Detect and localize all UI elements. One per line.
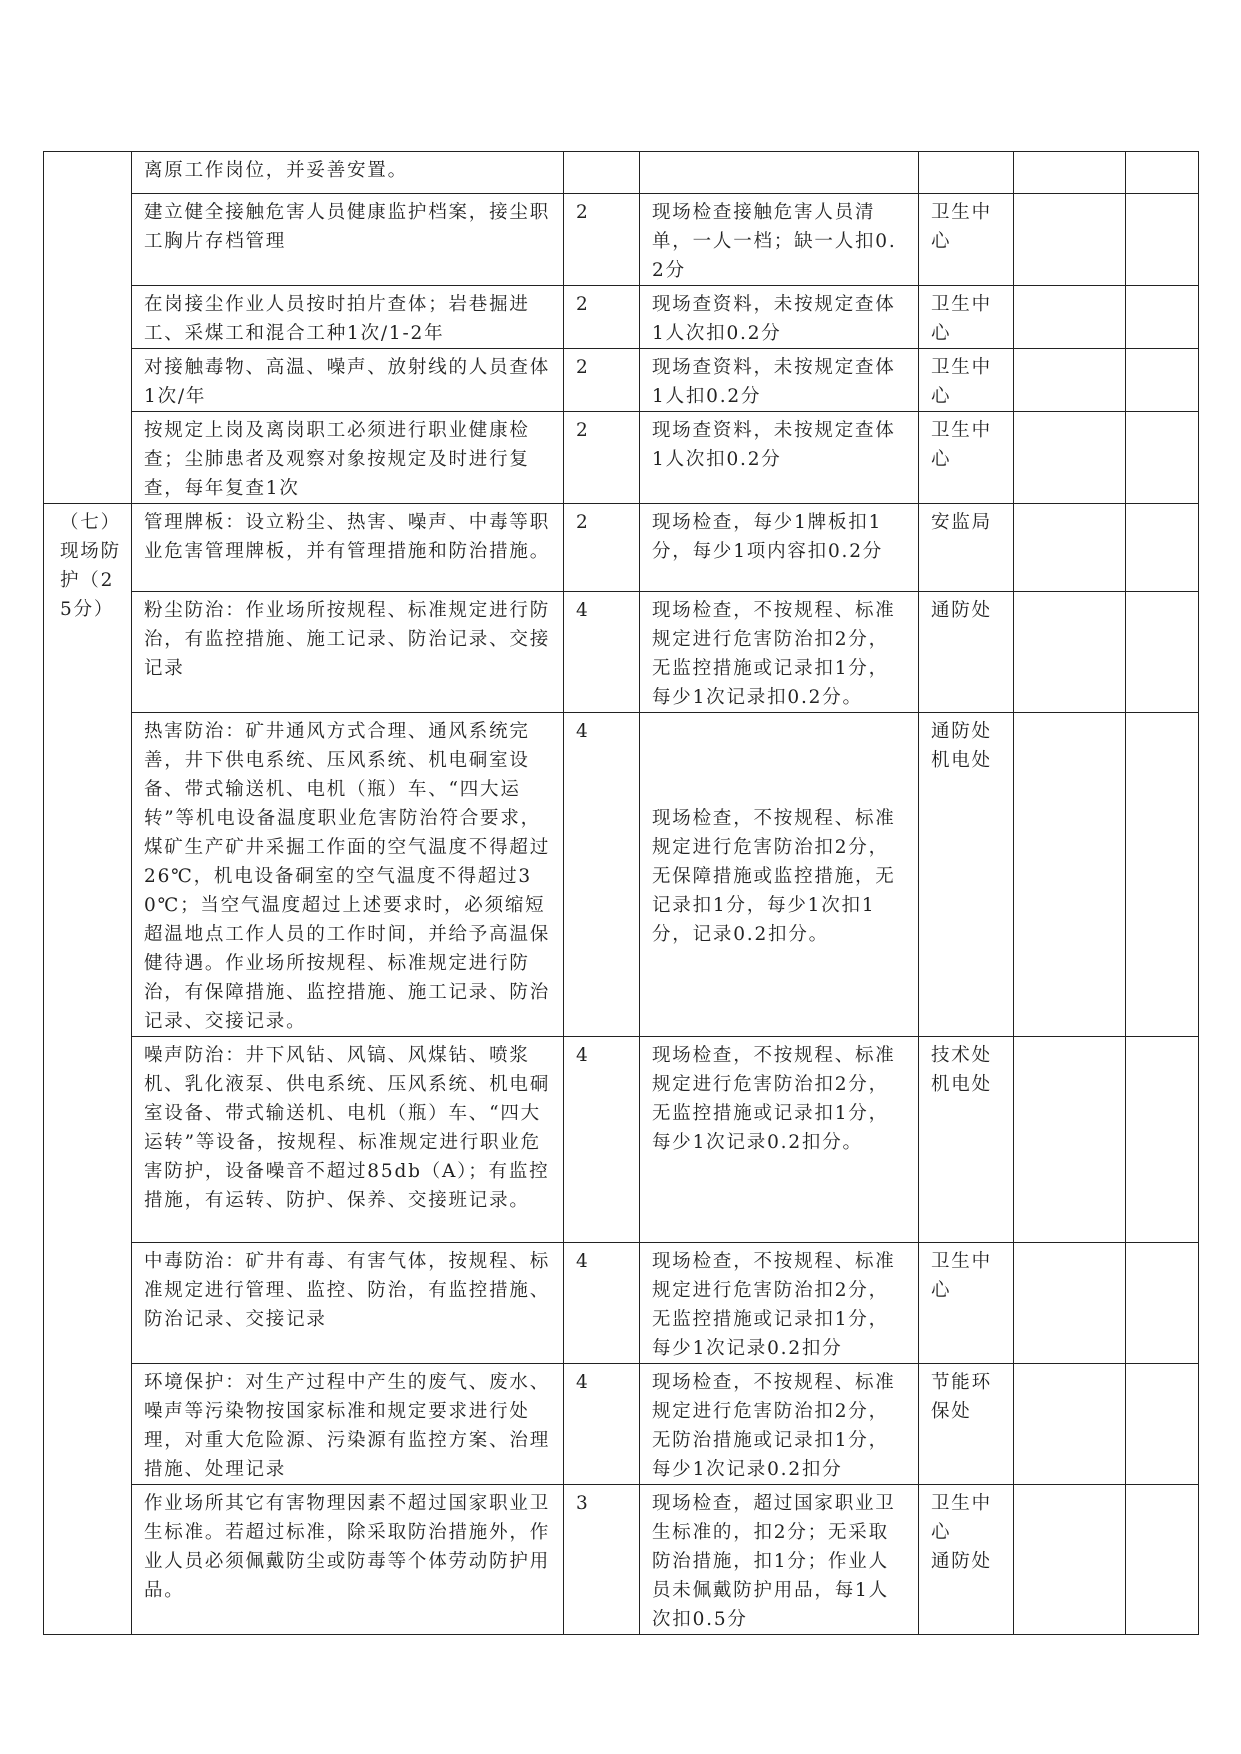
- item-score: 4: [564, 1037, 640, 1243]
- item-method: 现场检查，不按规程、标准规定进行危害防治扣2分，无保障措施或监控措施，无记录扣1分，每少1次扣1分，记录0.2扣分。: [640, 713, 919, 1037]
- result-cell: [1014, 713, 1126, 1037]
- result-cell: [1014, 592, 1126, 713]
- remark-cell: [1126, 592, 1199, 713]
- item-dept: 卫生中心: [919, 1243, 1014, 1364]
- item-content: 粉尘防治：作业场所按规程、标准规定进行防治，有监控措施、施工记录、防治记录、交接记录: [132, 592, 564, 713]
- item-content: 噪声防治：井下风钻、风镐、风煤钻、喷浆机、乳化液泵、供电系统、压风系统、机电硐室设备、带式输送机、电机（瓶）车、“四大运转”等设备，按规程、标准规定进行职业危害防护，设备噪音不超过85db（A）；有监控措施，有运转、防护、保养、交接班记录。: [132, 1037, 564, 1243]
- result-cell: [1014, 1364, 1126, 1485]
- item-content: 作业场所其它有害物理因素不超过国家职业卫生标准。若超过标准，除采取防治措施外，作业人员必须佩戴防尘或防毒等个体劳动防护用品。: [132, 1485, 564, 1635]
- evaluation-table: [43, 151, 1199, 1635]
- item-method: 现场检查，不按规程、标准规定进行危害防治扣2分，无监控措施或记录扣1分，每少1次记录0.2扣分。: [640, 1037, 919, 1243]
- result-cell: [1014, 1243, 1126, 1364]
- item-score: 2: [564, 504, 640, 592]
- result-cell: [1014, 504, 1126, 592]
- table-row: [44, 1485, 1199, 1635]
- remark-cell: [1126, 412, 1199, 504]
- remark-cell: [1126, 504, 1199, 592]
- item-dept: 卫生中心: [919, 286, 1014, 349]
- item-score: 2: [564, 412, 640, 504]
- item-method: 现场查资料，未按规定查体1人扣0.2分: [640, 349, 919, 412]
- item-dept: 节能环保处: [919, 1364, 1014, 1485]
- item-content: 中毒防治：矿井有毒、有害气体，按规程、标准规定进行管理、监控、防治，有监控措施、防治记录、交接记录: [132, 1243, 564, 1364]
- remark-cell: [1126, 1037, 1199, 1243]
- item-method: [640, 152, 919, 194]
- table-row: [44, 286, 1199, 349]
- table-row: [44, 1364, 1199, 1485]
- result-cell: [1014, 349, 1126, 412]
- item-dept: 卫生中心 通防处: [919, 1485, 1014, 1635]
- remark-cell: [1126, 194, 1199, 286]
- item-content: 环境保护：对生产过程中产生的废气、废水、噪声等污染物按国家标准和规定要求进行处理，对重大危险源、污染源有监控方案、治理措施、处理记录: [132, 1364, 564, 1485]
- item-content: 按规定上岗及离岗职工必须进行职业健康检查；尘肺患者及观察对象按规定及时进行复查，每年复查1次: [132, 412, 564, 504]
- item-score: 2: [564, 286, 640, 349]
- item-score: 3: [564, 1485, 640, 1635]
- category-cell: [44, 152, 132, 504]
- table-row: [44, 349, 1199, 412]
- item-content: 建立健全接触危害人员健康监护档案，接尘职工胸片存档管理: [132, 194, 564, 286]
- item-content: 管理牌板：设立粉尘、热害、噪声、中毒等职业危害管理牌板，并有管理措施和防治措施。: [132, 504, 564, 592]
- item-score: [564, 152, 640, 194]
- remark-cell: [1126, 713, 1199, 1037]
- item-dept: 卫生中心: [919, 194, 1014, 286]
- item-dept: 通防处 机电处: [919, 713, 1014, 1037]
- remark-cell: [1126, 1243, 1199, 1364]
- table-row: [44, 1243, 1199, 1364]
- result-cell: [1014, 1037, 1126, 1243]
- table-row: [44, 1037, 1199, 1243]
- result-cell: [1014, 412, 1126, 504]
- item-score: 4: [564, 713, 640, 1037]
- table-row: [44, 412, 1199, 504]
- item-score: 2: [564, 349, 640, 412]
- item-content: 对接触毒物、高温、噪声、放射线的人员查体1次/年: [132, 349, 564, 412]
- item-method: 现场查资料，未按规定查体1人次扣0.2分: [640, 286, 919, 349]
- remark-cell: [1126, 1485, 1199, 1635]
- item-dept: [919, 152, 1014, 194]
- remark-cell: [1126, 152, 1199, 194]
- table-row: [44, 194, 1199, 286]
- item-score: 4: [564, 1243, 640, 1364]
- item-method: 现场检查，超过国家职业卫生标准的，扣2分；无采取防治措施，扣1分；作业人员未佩戴防护用品，每1人次扣0.5分: [640, 1485, 919, 1635]
- item-method: 现场查资料，未按规定查体1人次扣0.2分: [640, 412, 919, 504]
- item-method: 现场检查，每少1牌板扣1分，每少1项内容扣0.2分: [640, 504, 919, 592]
- item-content: 离原工作岗位，并妥善安置。: [132, 152, 564, 194]
- result-cell: [1014, 1485, 1126, 1635]
- item-score: 4: [564, 1364, 640, 1485]
- item-method: 现场检查，不按规程、标准规定进行危害防治扣2分，无监控措施或记录扣1分，每少1次记录0.2扣分: [640, 1243, 919, 1364]
- item-dept: 卫生中心: [919, 412, 1014, 504]
- table-row: [44, 504, 1199, 592]
- result-cell: [1014, 286, 1126, 349]
- remark-cell: [1126, 349, 1199, 412]
- result-cell: [1014, 152, 1126, 194]
- table-row: [44, 152, 1199, 194]
- result-cell: [1014, 194, 1126, 286]
- item-method: 现场检查，不按规程、标准规定进行危害防治扣2分，无监控措施或记录扣1分，每少1次记录扣0.2分。: [640, 592, 919, 713]
- item-method: 现场检查，不按规程、标准规定进行危害防治扣2分，无防治措施或记录扣1分，每少1次记录0.2扣分: [640, 1364, 919, 1485]
- item-content: 在岗接尘作业人员按时拍片查体；岩巷掘进工、采煤工和混合工种1次/1-2年: [132, 286, 564, 349]
- remark-cell: [1126, 286, 1199, 349]
- category-label: （七）现场防护（25分）: [60, 512, 121, 620]
- table-row: [44, 592, 1199, 713]
- category-cell: [44, 504, 132, 1635]
- item-dept: 通防处: [919, 592, 1014, 713]
- item-method: 现场检查接触危害人员清单，一人一档；缺一人扣0.2分: [640, 194, 919, 286]
- item-dept: 技术处 机电处: [919, 1037, 1014, 1243]
- item-dept: 安监局: [919, 504, 1014, 592]
- remark-cell: [1126, 1364, 1199, 1485]
- item-score: 2: [564, 194, 640, 286]
- table-row: [44, 713, 1199, 1037]
- item-content: 热害防治：矿井通风方式合理、通风系统完善，井下供电系统、压风系统、机电硐室设备、带式输送机、电机（瓶）车、“四大运转”等机电设备温度职业危害防治符合要求，煤矿生产矿井采掘工作面的空气温度不得超过26℃，机电设备硐室的空气温度不得超过30℃；当空气温度超过上述要求时，必须缩短超温地点工作人员的工作时间，并给予高温保健待遇。作业场所按规程、标准规定进行防治，有保障措施、监控措施、施工记录、防治记录、交接记录。: [132, 713, 564, 1037]
- item-dept: 卫生中心: [919, 349, 1014, 412]
- item-score: 4: [564, 592, 640, 713]
